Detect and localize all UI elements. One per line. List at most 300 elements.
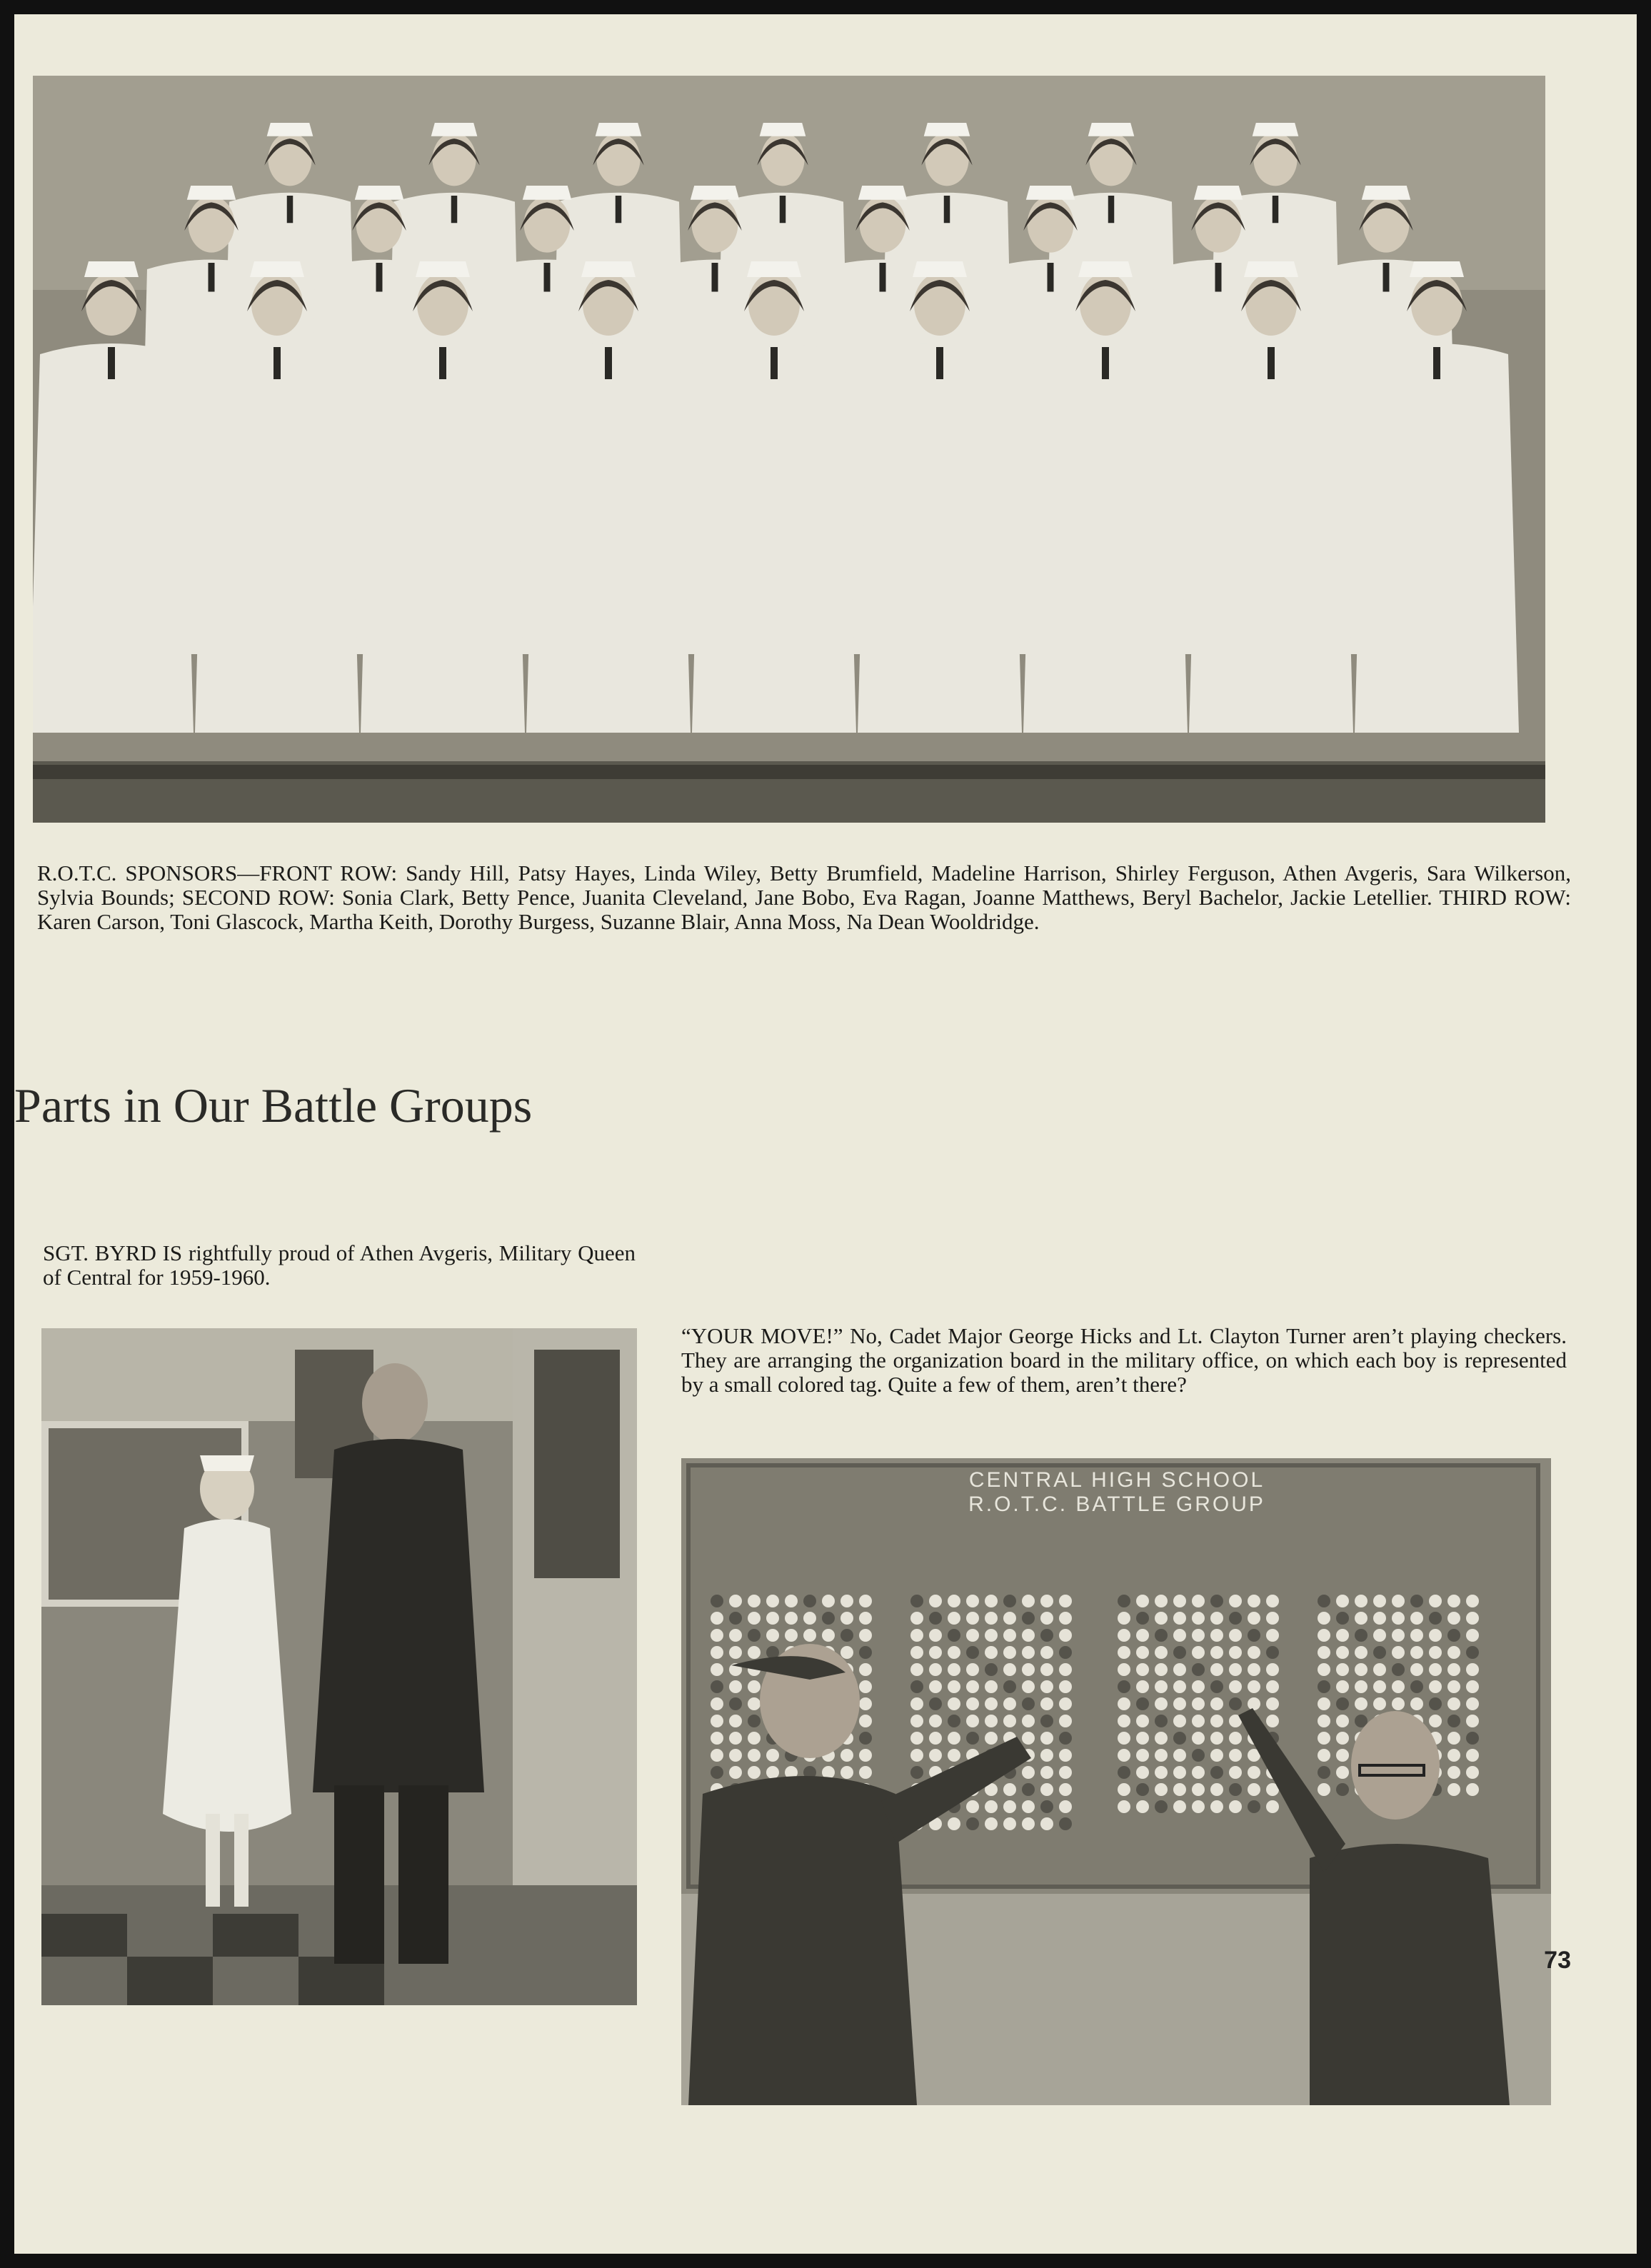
board-tag bbox=[822, 1595, 835, 1607]
board-tag bbox=[1466, 1612, 1479, 1625]
board-tag bbox=[1229, 1663, 1242, 1676]
board-tag bbox=[1118, 1800, 1130, 1813]
board-tag bbox=[985, 1697, 998, 1710]
board-tag bbox=[1466, 1749, 1479, 1762]
board-tag bbox=[1336, 1663, 1349, 1676]
board-tag bbox=[859, 1595, 872, 1607]
board-tag bbox=[1318, 1715, 1330, 1727]
board-tag bbox=[1155, 1697, 1168, 1710]
board-tag bbox=[1429, 1646, 1442, 1659]
board-tag bbox=[1022, 1732, 1035, 1745]
board-tag bbox=[1248, 1595, 1260, 1607]
board-tag bbox=[1003, 1800, 1016, 1813]
board-tag bbox=[1059, 1680, 1072, 1693]
board-tag bbox=[929, 1680, 942, 1693]
board-tag bbox=[1003, 1663, 1016, 1676]
board-tag bbox=[966, 1800, 979, 1813]
board-tag bbox=[948, 1680, 960, 1693]
board-tag bbox=[1022, 1715, 1035, 1727]
board-tag bbox=[1118, 1680, 1130, 1693]
board-tag bbox=[910, 1697, 923, 1710]
board-tag bbox=[711, 1646, 723, 1659]
board-tag bbox=[1118, 1629, 1130, 1642]
sgt-byrd-illustration bbox=[41, 1328, 637, 2005]
board-tag bbox=[1173, 1680, 1186, 1693]
board-tag bbox=[729, 1697, 742, 1710]
board-tag bbox=[711, 1766, 723, 1779]
board-tag bbox=[948, 1749, 960, 1762]
board-tag bbox=[1040, 1697, 1053, 1710]
board-tag bbox=[1173, 1715, 1186, 1727]
board-tag bbox=[1022, 1595, 1035, 1607]
board-tag bbox=[1210, 1766, 1223, 1779]
sponsors-caption: R.O.T.C. SPONSORS—FRONT ROW: Sandy Hill, Patsy Hayes, Linda Wiley, Betty Brumfield, Madeline Harrison, Shirley Ferguson, Athen Avgeris, Sara Wilkerson, Sylvia Bounds; SECOND ROW: Sonia Clark, Betty Pence, Juanita Cleveland, Jane Bobo, Eva Ragan, Joanne Matthews, Beryl Bachelor, Jackie Letellier. THIRD ROW: Karen Carson, Toni Glascock, Martha Keith, Dorothy Burgess, Suzanne Blair, Anna Moss, Na Dean Wooldridge. bbox=[37, 860, 1571, 934]
board-tag bbox=[1373, 1697, 1386, 1710]
board-tag bbox=[1003, 1612, 1016, 1625]
board-tag bbox=[1210, 1663, 1223, 1676]
board-tag bbox=[948, 1663, 960, 1676]
board-tag bbox=[1429, 1697, 1442, 1710]
board-tag bbox=[1022, 1783, 1035, 1796]
board-tag bbox=[1373, 1612, 1386, 1625]
board-tag bbox=[985, 1595, 998, 1607]
board-tag bbox=[711, 1612, 723, 1625]
board-tag bbox=[1447, 1715, 1460, 1727]
board-tag bbox=[859, 1766, 872, 1779]
section-heading: Parts in Our Battle Groups bbox=[14, 1078, 533, 1133]
board-tag bbox=[1318, 1663, 1330, 1676]
board-tag bbox=[1173, 1783, 1186, 1796]
board-tag bbox=[840, 1646, 853, 1659]
board-tag bbox=[1318, 1766, 1330, 1779]
board-tag bbox=[1355, 1629, 1368, 1642]
board-tag bbox=[966, 1646, 979, 1659]
board-tag bbox=[1192, 1715, 1205, 1727]
board-tag bbox=[966, 1697, 979, 1710]
board-tag bbox=[910, 1732, 923, 1745]
board-tag bbox=[1155, 1800, 1168, 1813]
board-tag bbox=[1173, 1646, 1186, 1659]
board-tag bbox=[1410, 1680, 1423, 1693]
board-tag bbox=[1336, 1646, 1349, 1659]
board-tag bbox=[1373, 1680, 1386, 1693]
board-tag bbox=[711, 1629, 723, 1642]
board-tag bbox=[1318, 1595, 1330, 1607]
board-tag bbox=[859, 1629, 872, 1642]
board-tag bbox=[1022, 1766, 1035, 1779]
board-tag bbox=[748, 1749, 761, 1762]
board-tag bbox=[1318, 1629, 1330, 1642]
board-tag bbox=[1003, 1595, 1016, 1607]
board-tag bbox=[1118, 1663, 1130, 1676]
board-tag bbox=[966, 1817, 979, 1830]
board-tag bbox=[1429, 1595, 1442, 1607]
board-tag bbox=[1466, 1697, 1479, 1710]
board-tag bbox=[1210, 1629, 1223, 1642]
board-tag bbox=[1155, 1749, 1168, 1762]
board-tag bbox=[1136, 1783, 1149, 1796]
board-tag bbox=[859, 1697, 872, 1710]
board-tag bbox=[1466, 1732, 1479, 1745]
board-tag bbox=[966, 1612, 979, 1625]
board-tag bbox=[985, 1646, 998, 1659]
board-tag bbox=[1318, 1680, 1330, 1693]
board-tag bbox=[910, 1766, 923, 1779]
board-tag bbox=[1040, 1646, 1053, 1659]
board-tag bbox=[729, 1732, 742, 1745]
board-tag bbox=[1266, 1629, 1279, 1642]
board-tag bbox=[1118, 1697, 1130, 1710]
board-tag bbox=[1173, 1629, 1186, 1642]
board-tag bbox=[729, 1595, 742, 1607]
board-tag bbox=[1318, 1697, 1330, 1710]
board-tag bbox=[1040, 1800, 1053, 1813]
board-tag bbox=[1266, 1680, 1279, 1693]
board-tag bbox=[1192, 1646, 1205, 1659]
board-tag bbox=[803, 1612, 816, 1625]
board-tag bbox=[766, 1629, 779, 1642]
board-tag bbox=[729, 1646, 742, 1659]
board-tag bbox=[1155, 1715, 1168, 1727]
board-title-line1: CENTRAL HIGH SCHOOL bbox=[968, 1468, 1265, 1492]
board-tag bbox=[1059, 1817, 1072, 1830]
board-tag bbox=[840, 1749, 853, 1762]
board-tag bbox=[748, 1612, 761, 1625]
board-tag bbox=[859, 1612, 872, 1625]
board-tag bbox=[748, 1732, 761, 1745]
board-tag bbox=[711, 1749, 723, 1762]
board-tag bbox=[1192, 1595, 1205, 1607]
board-tag bbox=[1392, 1612, 1405, 1625]
board-tag bbox=[966, 1595, 979, 1607]
board-tag bbox=[1229, 1646, 1242, 1659]
board-tag bbox=[1429, 1715, 1442, 1727]
board-tag bbox=[1355, 1612, 1368, 1625]
board-tag bbox=[1059, 1595, 1072, 1607]
board-tag bbox=[948, 1817, 960, 1830]
board-tag bbox=[1248, 1629, 1260, 1642]
board-tag bbox=[985, 1612, 998, 1625]
board-tag bbox=[1429, 1612, 1442, 1625]
board-tag bbox=[1336, 1766, 1349, 1779]
board-tag bbox=[929, 1629, 942, 1642]
board-tag bbox=[1392, 1663, 1405, 1676]
board-tag bbox=[748, 1766, 761, 1779]
board-tag bbox=[1059, 1697, 1072, 1710]
board-tag bbox=[1266, 1697, 1279, 1710]
board-tag bbox=[1040, 1732, 1053, 1745]
board-tag bbox=[1192, 1697, 1205, 1710]
board-tag bbox=[1173, 1766, 1186, 1779]
board-tag bbox=[1229, 1766, 1242, 1779]
board-tag bbox=[1229, 1783, 1242, 1796]
board-tag bbox=[1059, 1629, 1072, 1642]
board-tag bbox=[1059, 1800, 1072, 1813]
board-tag bbox=[1229, 1800, 1242, 1813]
board-tag bbox=[1192, 1629, 1205, 1642]
board-tag bbox=[711, 1595, 723, 1607]
board-tag bbox=[1336, 1595, 1349, 1607]
board-tag bbox=[1266, 1800, 1279, 1813]
board-tag bbox=[1410, 1663, 1423, 1676]
board-tag bbox=[1192, 1732, 1205, 1745]
board-tag bbox=[966, 1715, 979, 1727]
board-tag bbox=[1229, 1680, 1242, 1693]
board-tag bbox=[1318, 1749, 1330, 1762]
board-tag bbox=[948, 1732, 960, 1745]
board-tag bbox=[1210, 1800, 1223, 1813]
board-tag bbox=[1266, 1663, 1279, 1676]
board-tag bbox=[1318, 1646, 1330, 1659]
board-tag bbox=[785, 1595, 798, 1607]
board-tag bbox=[1410, 1646, 1423, 1659]
rotc-sponsors-photo bbox=[33, 76, 1545, 823]
sponsor-figures bbox=[33, 123, 1519, 733]
board-tag bbox=[1373, 1646, 1386, 1659]
board-tag bbox=[840, 1612, 853, 1625]
board-tag bbox=[1003, 1715, 1016, 1727]
board-tag bbox=[859, 1749, 872, 1762]
board-tag bbox=[711, 1663, 723, 1676]
board-tag bbox=[729, 1749, 742, 1762]
board-tag bbox=[1210, 1680, 1223, 1693]
board-tag bbox=[1059, 1732, 1072, 1745]
board-tag bbox=[1136, 1612, 1149, 1625]
board-tag bbox=[1003, 1817, 1016, 1830]
board-tag bbox=[1429, 1629, 1442, 1642]
board-tag bbox=[1118, 1646, 1130, 1659]
board-tag bbox=[1022, 1817, 1035, 1830]
board-tag bbox=[1248, 1663, 1260, 1676]
board-tag bbox=[859, 1680, 872, 1693]
battle-group-board-photo bbox=[681, 1458, 1551, 2105]
board-tag bbox=[1447, 1629, 1460, 1642]
board-tag bbox=[1466, 1783, 1479, 1796]
board-tag bbox=[1136, 1680, 1149, 1693]
board-tag bbox=[1266, 1715, 1279, 1727]
board-tag bbox=[1022, 1629, 1035, 1642]
board-title-line2: R.O.T.C. BATTLE GROUP bbox=[968, 1492, 1265, 1516]
board-tag bbox=[1210, 1749, 1223, 1762]
board-tag bbox=[1173, 1697, 1186, 1710]
board-tag bbox=[1136, 1766, 1149, 1779]
board-tag bbox=[1410, 1612, 1423, 1625]
board-tag bbox=[1336, 1715, 1349, 1727]
board-tag bbox=[1173, 1663, 1186, 1676]
board-tag bbox=[803, 1629, 816, 1642]
board-tag bbox=[1392, 1646, 1405, 1659]
board-tag bbox=[1192, 1800, 1205, 1813]
board-tag bbox=[1229, 1612, 1242, 1625]
board-tag bbox=[1059, 1766, 1072, 1779]
board-tag bbox=[1336, 1629, 1349, 1642]
board-tag bbox=[822, 1629, 835, 1642]
board-tag bbox=[1318, 1732, 1330, 1745]
board-tag bbox=[1040, 1715, 1053, 1727]
board-tag bbox=[859, 1715, 872, 1727]
board-tag bbox=[803, 1595, 816, 1607]
board-tag bbox=[1336, 1612, 1349, 1625]
board-tag bbox=[1040, 1663, 1053, 1676]
board-tag bbox=[1410, 1697, 1423, 1710]
board-tag bbox=[729, 1680, 742, 1693]
board-tag bbox=[1466, 1629, 1479, 1642]
board-tag bbox=[910, 1715, 923, 1727]
board-tag bbox=[1118, 1766, 1130, 1779]
board-tag bbox=[1022, 1680, 1035, 1693]
board-tag bbox=[1022, 1697, 1035, 1710]
board-tag bbox=[729, 1629, 742, 1642]
board-tag bbox=[1022, 1646, 1035, 1659]
board-tag bbox=[748, 1646, 761, 1659]
board-tag bbox=[1355, 1680, 1368, 1693]
board-tag bbox=[1248, 1766, 1260, 1779]
board-tag bbox=[1118, 1732, 1130, 1745]
board-tag bbox=[1040, 1817, 1053, 1830]
board-tag bbox=[985, 1817, 998, 1830]
board-tag bbox=[1447, 1766, 1460, 1779]
board-tag bbox=[785, 1612, 798, 1625]
page-number: 73 bbox=[1544, 1947, 1571, 1974]
board-tag bbox=[1355, 1697, 1368, 1710]
board-tag bbox=[966, 1680, 979, 1693]
board-tag bbox=[1355, 1663, 1368, 1676]
board-tag bbox=[1118, 1749, 1130, 1762]
board-tag bbox=[1355, 1595, 1368, 1607]
board-tag bbox=[1192, 1766, 1205, 1779]
board-tag bbox=[1059, 1749, 1072, 1762]
board-tag bbox=[929, 1697, 942, 1710]
board-tag bbox=[1210, 1732, 1223, 1745]
board-tag bbox=[985, 1663, 998, 1676]
board-tag bbox=[1040, 1612, 1053, 1625]
board-tag bbox=[1248, 1697, 1260, 1710]
board-tag bbox=[1392, 1629, 1405, 1642]
board-tag bbox=[1429, 1680, 1442, 1693]
board-tag bbox=[1155, 1766, 1168, 1779]
board-tag bbox=[985, 1629, 998, 1642]
board-tag bbox=[822, 1612, 835, 1625]
board-tag bbox=[1373, 1595, 1386, 1607]
board-tag bbox=[1248, 1783, 1260, 1796]
board-tag bbox=[910, 1612, 923, 1625]
board-tag bbox=[1447, 1697, 1460, 1710]
your-move-caption: “YOUR MOVE!” No, Cadet Major George Hicks and Lt. Clayton Turner aren’t playing checkers. They are arranging the organization board in the military office, on which each boy is represented by a small colored tag. Quite a few of them, aren’t there? bbox=[681, 1323, 1567, 1397]
board-tag bbox=[929, 1732, 942, 1745]
board-tag bbox=[1040, 1629, 1053, 1642]
board-tag bbox=[1003, 1697, 1016, 1710]
board-tag bbox=[711, 1697, 723, 1710]
board-tag bbox=[1248, 1612, 1260, 1625]
board-tag bbox=[985, 1715, 998, 1727]
board-tag bbox=[711, 1715, 723, 1727]
board-tag bbox=[1447, 1663, 1460, 1676]
board-tag bbox=[1210, 1612, 1223, 1625]
board-tag bbox=[1392, 1595, 1405, 1607]
board-tag bbox=[1248, 1646, 1260, 1659]
board-tag bbox=[1040, 1595, 1053, 1607]
board-tag bbox=[1173, 1595, 1186, 1607]
board-tag bbox=[1318, 1612, 1330, 1625]
board-tag bbox=[711, 1732, 723, 1745]
board-tag bbox=[1155, 1663, 1168, 1676]
board-tag bbox=[1059, 1612, 1072, 1625]
board-tag bbox=[1336, 1680, 1349, 1693]
board-tag bbox=[1248, 1680, 1260, 1693]
board-tag bbox=[929, 1715, 942, 1727]
board-tag bbox=[785, 1629, 798, 1642]
board-tag bbox=[1022, 1800, 1035, 1813]
board-tag bbox=[929, 1646, 942, 1659]
board-tag bbox=[1447, 1680, 1460, 1693]
board-tag bbox=[1447, 1783, 1460, 1796]
board-tag bbox=[1447, 1646, 1460, 1659]
board-tag bbox=[948, 1715, 960, 1727]
board-tag bbox=[1003, 1646, 1016, 1659]
board-tag bbox=[1173, 1732, 1186, 1745]
yearbook-page bbox=[14, 14, 1637, 2254]
board-tag bbox=[1429, 1663, 1442, 1676]
board-tag bbox=[1155, 1629, 1168, 1642]
board-tag bbox=[1410, 1595, 1423, 1607]
board-tag bbox=[1336, 1749, 1349, 1762]
board-tag bbox=[910, 1680, 923, 1693]
board-tag bbox=[1059, 1663, 1072, 1676]
board-tag bbox=[948, 1595, 960, 1607]
board-tag bbox=[1210, 1646, 1223, 1659]
board-tag bbox=[1229, 1595, 1242, 1607]
board-tag bbox=[1118, 1783, 1130, 1796]
board-tag bbox=[859, 1732, 872, 1745]
board-tag bbox=[748, 1595, 761, 1607]
rotc-sponsors-illustration bbox=[33, 76, 1545, 823]
board-tag bbox=[1266, 1646, 1279, 1659]
board-tag bbox=[1210, 1595, 1223, 1607]
board-tag bbox=[1118, 1595, 1130, 1607]
board-tag bbox=[948, 1612, 960, 1625]
board-tag bbox=[748, 1697, 761, 1710]
board-tag bbox=[1059, 1715, 1072, 1727]
board-tag bbox=[729, 1715, 742, 1727]
board-tag bbox=[1248, 1800, 1260, 1813]
board-tag bbox=[1466, 1663, 1479, 1676]
board-tag bbox=[1266, 1595, 1279, 1607]
board-tag bbox=[766, 1766, 779, 1779]
board-tag bbox=[1447, 1595, 1460, 1607]
board-tag bbox=[1136, 1732, 1149, 1745]
board-tag bbox=[748, 1715, 761, 1727]
board-tag bbox=[840, 1595, 853, 1607]
board-tag bbox=[748, 1629, 761, 1642]
board-tag bbox=[948, 1697, 960, 1710]
board-tag bbox=[1173, 1612, 1186, 1625]
board-tag bbox=[1136, 1595, 1149, 1607]
board-tag bbox=[766, 1595, 779, 1607]
board-tag bbox=[929, 1749, 942, 1762]
board-tag bbox=[1373, 1663, 1386, 1676]
board-tag bbox=[729, 1766, 742, 1779]
board-tag bbox=[1336, 1783, 1349, 1796]
board-tag bbox=[1003, 1783, 1016, 1796]
board-tag bbox=[966, 1732, 979, 1745]
board-tag bbox=[1447, 1612, 1460, 1625]
board-tag bbox=[1136, 1697, 1149, 1710]
board-tag bbox=[859, 1663, 872, 1676]
board-tag bbox=[1136, 1663, 1149, 1676]
board-tag bbox=[910, 1663, 923, 1676]
board-tag bbox=[1192, 1612, 1205, 1625]
board-tag bbox=[929, 1612, 942, 1625]
